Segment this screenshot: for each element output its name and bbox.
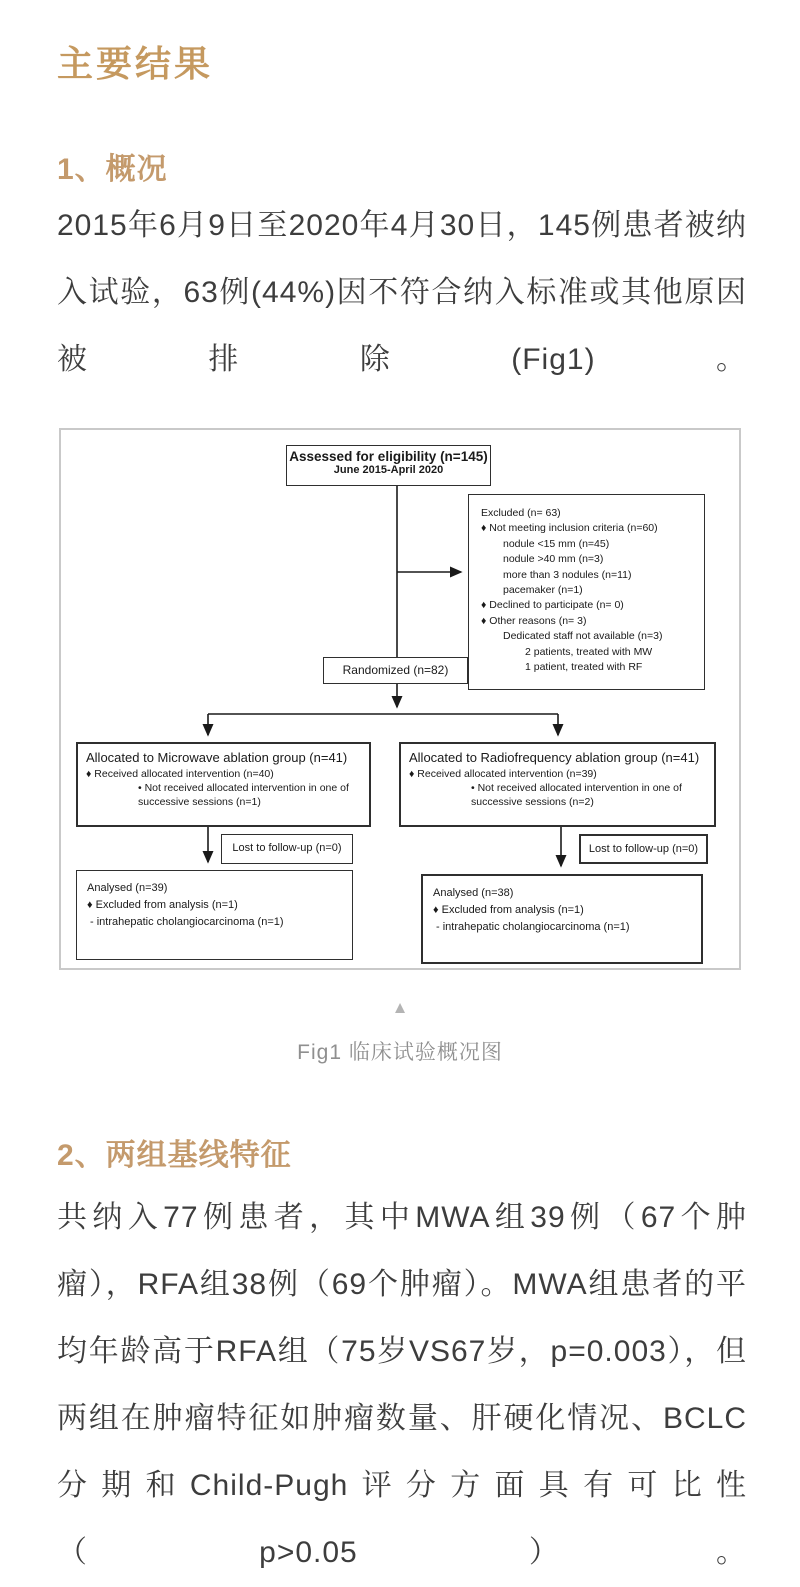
analysed-rfa-box bbox=[421, 874, 703, 964]
allocated-rfa-box bbox=[399, 742, 716, 827]
page-title: 主要结果 bbox=[57, 44, 214, 84]
excluded-line: ♦ Declined to participate (n= 0) bbox=[481, 599, 624, 612]
analysed-rfa-line: Analysed (n=38) bbox=[433, 887, 514, 899]
consort-flow-diagram bbox=[59, 428, 741, 970]
allocated-rfa-received: ♦ Received allocated intervention (n=39) bbox=[409, 768, 597, 780]
excluded-line: Excluded (n= 63) bbox=[481, 507, 561, 519]
allocated-mwa-box bbox=[76, 742, 371, 827]
allocated-mwa-not-received: • Not received allocated intervention in one of successive sessions (n=1) bbox=[138, 782, 349, 808]
analysed-mwa-line: - intrahepatic cholangiocarcinoma (n=1) bbox=[90, 916, 284, 928]
allocated-rfa-title: Allocated to Radiofrequency ablation group (n=41) bbox=[409, 750, 700, 765]
excluded-line: nodule >40 mm (n=3) bbox=[503, 553, 604, 566]
section-heading-overview: 1、概况 bbox=[57, 153, 168, 186]
allocated-mwa-title: Allocated to Microwave ablation group (n=41) bbox=[86, 750, 348, 765]
collapse-triangle-icon[interactable]: ▲ bbox=[391, 998, 409, 1017]
section-heading-baseline: 2、两组基线特征 bbox=[57, 1139, 292, 1172]
lost-followup-mwa-box: Lost to follow-up (n=0) bbox=[221, 834, 353, 864]
figure-caption: Fig1 临床试验概况图 bbox=[297, 1041, 503, 1064]
randomized-box: Randomized (n=82) bbox=[323, 657, 468, 684]
excluded-line: 1 patient, treated with RF bbox=[525, 661, 643, 674]
excluded-line: ♦ Other reasons (n= 3) bbox=[481, 614, 587, 627]
excluded-line: pacemaker (n=1) bbox=[503, 584, 583, 597]
allocated-rfa-not-received: • Not received allocated intervention in one of successive sessions (n=2) bbox=[471, 782, 682, 808]
allocated-mwa-received: ♦ Received allocated intervention (n=40) bbox=[86, 768, 274, 780]
analysed-rfa-line: - intrahepatic cholangiocarcinoma (n=1) bbox=[436, 921, 630, 933]
assessed-box bbox=[286, 445, 491, 486]
excluded-line: ♦ Not meeting inclusion criteria (n=60) bbox=[481, 522, 658, 535]
lost-followup-rfa-box: Lost to follow-up (n=0) bbox=[579, 834, 708, 864]
paragraph-overview: 2015年6月9日至2020年4月30日，145例患者被纳入试验，63例(44%)因不符合纳入标准或其他原因被排除(Fig1)。 bbox=[57, 209, 747, 376]
assessed-period: June 2015-April 2020 bbox=[333, 464, 444, 476]
excluded-line: 2 patients, treated with MW bbox=[525, 645, 653, 658]
analysed-mwa-box bbox=[76, 870, 353, 960]
paragraph-baseline: 共纳入77例患者，其中MWA组39例（67个肿瘤），RFA组38例（69个肿瘤）。MWA组患者的平均年龄高于RFA组（75岁VS67岁，p=0.003），但两组在肿瘤特征如肿瘤数量、肝硬化情况、BCLC分期和Child-Pugh评分方面具有可比性（p>0.05）。 bbox=[57, 1201, 747, 1569]
excluded-line: more than 3 nodules (n=11) bbox=[503, 568, 632, 581]
analysed-mwa-line: Analysed (n=39) bbox=[87, 882, 168, 894]
excluded-line: Dedicated staff not available (n=3) bbox=[503, 630, 663, 643]
analysed-mwa-line: ♦ Excluded from analysis (n=1) bbox=[87, 899, 238, 911]
assessed-title: Assessed for eligibility (n=145) bbox=[289, 449, 488, 464]
excluded-line: nodule <15 mm (n=45) bbox=[503, 537, 610, 550]
analysed-rfa-line: ♦ Excluded from analysis (n=1) bbox=[433, 904, 584, 916]
excluded-box bbox=[468, 494, 705, 690]
